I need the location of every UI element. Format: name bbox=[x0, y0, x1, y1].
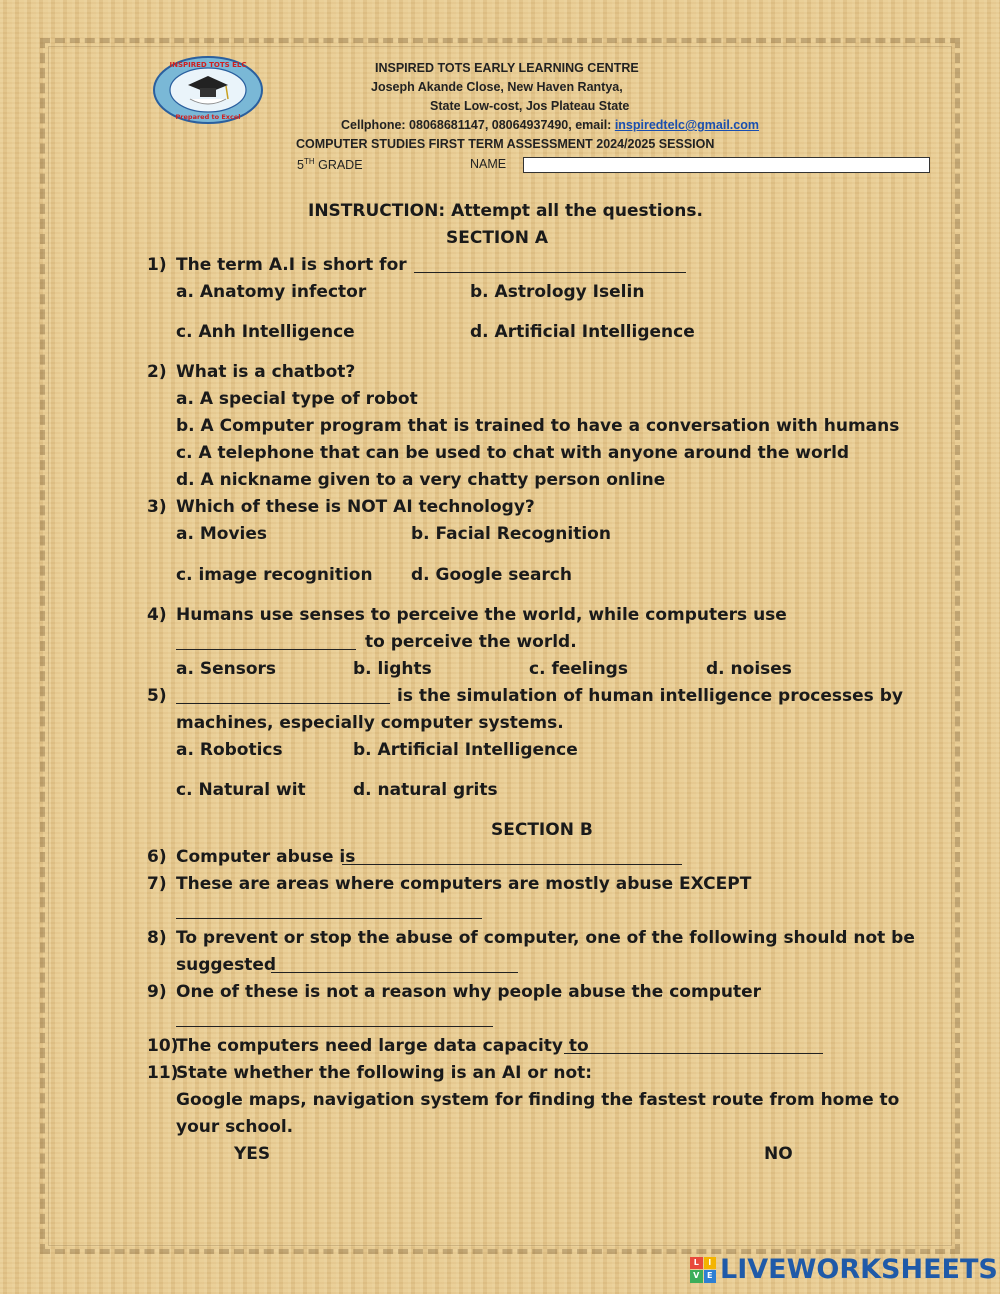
contact-text: Cellphone: 08068681147, 08064937490, email: bbox=[341, 118, 615, 132]
section-b-title: SECTION B bbox=[491, 820, 593, 840]
name-input[interactable] bbox=[523, 157, 930, 173]
q11-text: State whether the following is an AI or not: bbox=[176, 1063, 593, 1083]
q4-option-d[interactable]: d. noises bbox=[706, 659, 792, 679]
q2-option-a[interactable]: a. A special type of robot bbox=[176, 389, 418, 409]
contact-line bbox=[341, 118, 759, 132]
q3-text: Which of these is NOT AI technology? bbox=[176, 497, 535, 517]
q1-option-c[interactable]: c. Anh Intelligence bbox=[176, 322, 355, 342]
brand-icon-letter: L bbox=[690, 1257, 703, 1270]
q2-option-c[interactable]: c. A telephone that can be used to chat with anyone around the world bbox=[176, 443, 850, 463]
q4-option-b[interactable]: b. lights bbox=[353, 659, 432, 679]
q1-answer-blank[interactable] bbox=[414, 272, 686, 273]
q11-text-line3: your school. bbox=[176, 1117, 294, 1137]
q5-answer-blank[interactable] bbox=[176, 703, 390, 704]
q4-option-a[interactable]: a. Sensors bbox=[176, 659, 277, 679]
q6-answer-blank[interactable] bbox=[342, 864, 682, 865]
q2-option-d[interactable]: d. A nickname given to a very chatty person online bbox=[176, 470, 666, 490]
q9-text: One of these is not a reason why people abuse the computer bbox=[176, 982, 762, 1002]
q6-number: 6) bbox=[147, 847, 167, 867]
q4-option-c[interactable]: c. feelings bbox=[529, 659, 628, 679]
q5-number: 5) bbox=[147, 686, 167, 706]
q3-option-d[interactable]: d. Google search bbox=[411, 565, 572, 585]
q3-option-c[interactable]: c. image recognition bbox=[176, 565, 373, 585]
q8-text-line1: To prevent or stop the abuse of computer, one of the following should not be bbox=[176, 928, 915, 948]
q5-text-line2: machines, especially computer systems. bbox=[176, 713, 564, 733]
grade-label bbox=[297, 157, 363, 172]
q11-text-line2: Google maps, navigation system for finding the fastest route from home to bbox=[176, 1090, 900, 1110]
q8-number: 8) bbox=[147, 928, 167, 948]
q5-option-a[interactable]: a. Robotics bbox=[176, 740, 283, 760]
q4-answer-blank[interactable] bbox=[176, 649, 356, 650]
school-name: INSPIRED TOTS EARLY LEARNING CENTRE bbox=[375, 61, 639, 75]
grade-superscript: TH bbox=[303, 157, 315, 166]
address-line-1: Joseph Akande Close, New Haven Rantya, bbox=[371, 80, 623, 94]
q1-number: 1) bbox=[147, 255, 167, 275]
grade-word: GRADE bbox=[314, 158, 363, 173]
q4-number: 4) bbox=[147, 605, 167, 625]
q5-option-d[interactable]: d. natural grits bbox=[353, 780, 498, 800]
q3-option-b[interactable]: b. Facial Recognition bbox=[411, 524, 611, 544]
liveworksheets-icon bbox=[690, 1257, 716, 1283]
school-logo bbox=[152, 55, 265, 125]
q10-number: 10) bbox=[147, 1036, 179, 1056]
q1-option-b[interactable]: b. Astrology Iselin bbox=[470, 282, 645, 302]
q10-text: The computers need large data capacity to bbox=[176, 1036, 589, 1056]
logo-bottom-text: Prepared to Excel bbox=[175, 113, 241, 121]
brand-icon-letter: I bbox=[704, 1257, 717, 1270]
q9-number: 9) bbox=[147, 982, 167, 1002]
logo-top-text: INSPIRED TOTS ELC bbox=[169, 61, 247, 69]
liveworksheets-brand[interactable] bbox=[690, 1254, 998, 1285]
brand-icon-letter: E bbox=[704, 1270, 717, 1283]
q4-text-line1: Humans use senses to perceive the world, while computers use bbox=[176, 605, 787, 625]
q8-answer-blank[interactable] bbox=[271, 972, 518, 973]
brand-icon-letter: V bbox=[690, 1270, 703, 1283]
q7-text: These are areas where computers are mostly abuse EXCEPT bbox=[176, 874, 752, 894]
q1-option-a[interactable]: a. Anatomy infector bbox=[176, 282, 367, 302]
q3-number: 3) bbox=[147, 497, 167, 517]
exam-title: COMPUTER STUDIES FIRST TERM ASSESSMENT 2024/2025 SESSION bbox=[296, 137, 715, 151]
q9-answer-blank[interactable] bbox=[176, 1026, 493, 1027]
q5-option-c[interactable]: c. Natural wit bbox=[176, 780, 306, 800]
instruction: INSTRUCTION: Attempt all the questions. bbox=[308, 201, 703, 221]
q7-number: 7) bbox=[147, 874, 167, 894]
q5-option-b[interactable]: b. Artificial Intelligence bbox=[353, 740, 578, 760]
q11-no-option[interactable]: NO bbox=[764, 1144, 793, 1164]
q2-number: 2) bbox=[147, 362, 167, 382]
q1-option-d[interactable]: d. Artificial Intelligence bbox=[470, 322, 695, 342]
q4-text-line2: to perceive the world. bbox=[365, 632, 577, 652]
q2-option-b[interactable]: b. A Computer program that is trained to have a conversation with humans bbox=[176, 416, 900, 436]
q2-text: What is a chatbot? bbox=[176, 362, 356, 382]
q6-text: Computer abuse is bbox=[176, 847, 356, 867]
q1-text: The term A.I is short for bbox=[176, 255, 407, 275]
q10-answer-blank[interactable] bbox=[564, 1053, 823, 1054]
q8-text-line2: suggested bbox=[176, 955, 277, 975]
q11-yes-option[interactable]: YES bbox=[234, 1144, 271, 1164]
brand-text: LIVEWORKSHEETS bbox=[720, 1254, 998, 1285]
q11-number: 11) bbox=[147, 1063, 179, 1083]
grade-number: 5 bbox=[297, 158, 304, 173]
q3-option-a[interactable]: a. Movies bbox=[176, 524, 268, 544]
address-line-2: State Low-cost, Jos Plateau State bbox=[430, 99, 630, 113]
section-a-title: SECTION A bbox=[446, 228, 549, 248]
name-label: NAME bbox=[470, 157, 507, 171]
email-link[interactable]: inspiredtelc@gmail.com bbox=[614, 118, 759, 132]
q7-answer-blank[interactable] bbox=[176, 918, 482, 919]
q5-text-line1: is the simulation of human intelligence processes by bbox=[397, 686, 903, 706]
